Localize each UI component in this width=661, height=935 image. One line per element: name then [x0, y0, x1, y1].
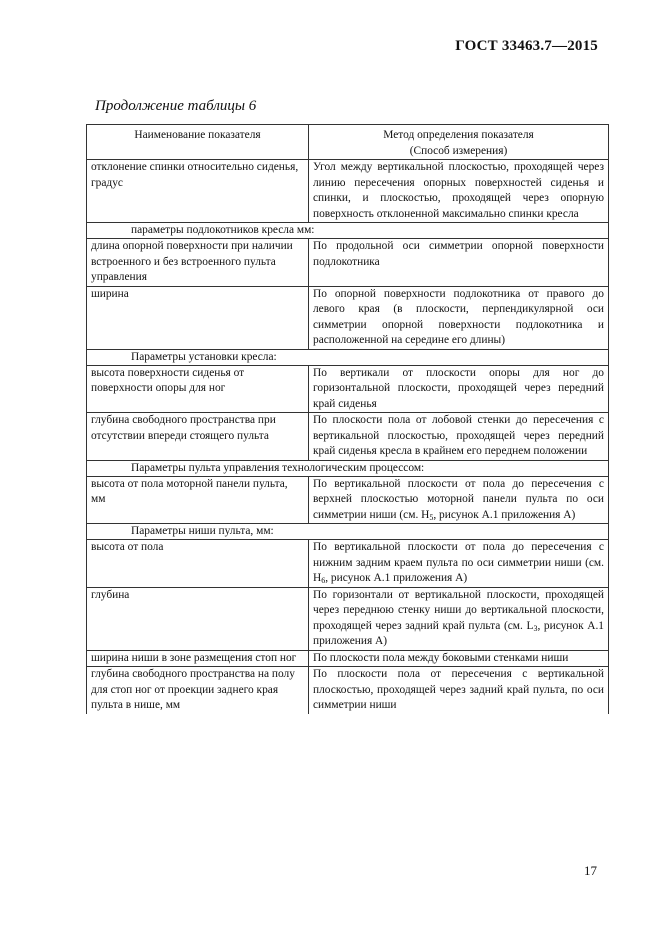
parameter-cell: отклонение спинки относительно сиденья, градус — [87, 160, 309, 223]
method-cell: По плоскости пола от пересечения с вертикальной плоскостью, проходящей через задний край пульта, по оси симметрии ниши — [309, 667, 609, 714]
parameter-cell: глубина — [87, 587, 309, 650]
parameter-cell: ширина ниши в зоне размещения стоп ног — [87, 650, 309, 667]
group-heading: параметры подлокотников кресла мм: — [87, 223, 609, 239]
parameter-cell: высота поверхности сиденья от поверхности опоры для ног — [87, 365, 309, 413]
group-row — [87, 460, 609, 476]
group-row — [87, 223, 609, 239]
method-cell: По продольной оси симметрии опорной поверхности подлокотника — [309, 239, 609, 287]
column-header-method-title: Метод определения показателя — [383, 129, 534, 141]
method-cell: По опорной поверхности подлокотника от правого до левого края (в плоскости, перпендикулярной оси симметрии опорной поверхности подлокотника и расположенной на середине его длины) — [309, 286, 609, 349]
method-text-end: , рисунок А.1 приложения А) — [325, 572, 468, 584]
group-heading: Параметры пульта управления технологическим процессом: — [87, 460, 609, 476]
method-cell: По вертикали от плоскости опоры для ног до горизонтальной плоскости, проходящей через передний край сиденья — [309, 365, 609, 413]
method-cell — [309, 476, 609, 524]
table-caption: Продолжение таблицы 6 — [95, 98, 257, 114]
column-header-method — [309, 125, 609, 160]
table-row — [87, 239, 609, 287]
method-subscript: 6 — [321, 576, 326, 585]
table-row — [87, 365, 609, 413]
table-row — [87, 667, 609, 714]
table-row — [87, 540, 609, 588]
table-row — [87, 476, 609, 524]
parameter-cell: глубина свободного пространства на полу для стоп ног от проекции заднего края пульта в нише, мм — [87, 667, 309, 714]
method-text-end: , рисунок А.1 приложения А) — [433, 508, 576, 521]
table-row — [87, 413, 609, 461]
table-row — [87, 160, 609, 223]
parameters-table — [86, 124, 609, 714]
method-text: По горизонтали от вертикальной плоскости, проходящей через переднюю стенку ниши до вертикальной плоскости, проходящей через задний край пульта (см. L — [313, 588, 604, 632]
method-text: По вертикальной плоскости от пола до пересечения с верхней плоскостью моторной панели пульта по оси симметрии ниши (см. H — [313, 477, 604, 521]
method-cell: По плоскости пола между боковыми стенками ниши — [309, 650, 609, 667]
page-number: 17 — [584, 863, 597, 878]
method-subscript: 5 — [429, 512, 434, 522]
parameter-cell: длина опорной поверхности при наличии встроенного и без встроенного пульта управления — [87, 239, 309, 287]
group-heading: Параметры ниши пульта, мм: — [87, 524, 609, 540]
group-row — [87, 349, 609, 365]
table-row — [87, 286, 609, 349]
method-subscript: 3 — [533, 623, 538, 633]
method-text-end: , рисунок А.1 приложения А) — [313, 619, 604, 647]
method-cell — [309, 540, 609, 588]
method-cell: По плоскости пола от лобовой стенки до пересечения с вертикальной плоскостью, проходящей через передний край сиденья кресла в крайнем его переднем положении — [309, 413, 609, 461]
parameter-cell: высота от пола моторной панели пульта, мм — [87, 476, 309, 524]
table-header-row — [87, 125, 609, 160]
method-cell — [309, 587, 609, 650]
parameter-cell: глубина свободного пространства при отсутствии впереди стоящего пульта — [87, 413, 309, 461]
parameter-cell: ширина — [87, 286, 309, 349]
table-row — [87, 587, 609, 650]
method-text: По вертикальной плоскости от пола до пересечения с нижним задним краем пульта по оси симметрии ниши (см. H — [313, 541, 604, 584]
document-id: ГОСТ 33463.7—2015 — [455, 38, 598, 54]
table-row — [87, 650, 609, 667]
column-header-method-subtitle: (Способ измерения) — [409, 144, 508, 157]
group-row — [87, 524, 609, 540]
parameter-cell: высота от пола — [87, 540, 309, 588]
column-header-parameter: Наименование показателя — [87, 125, 309, 160]
method-cell: Угол между вертикальной плоскостью, проходящей через линию пересечения опорных поверхностей сиденья и спинки, и плоскостью, проходящей через опорную поверхность отклоненной максимально спинки кресла — [309, 160, 609, 223]
group-heading: Параметры установки кресла: — [87, 349, 609, 365]
